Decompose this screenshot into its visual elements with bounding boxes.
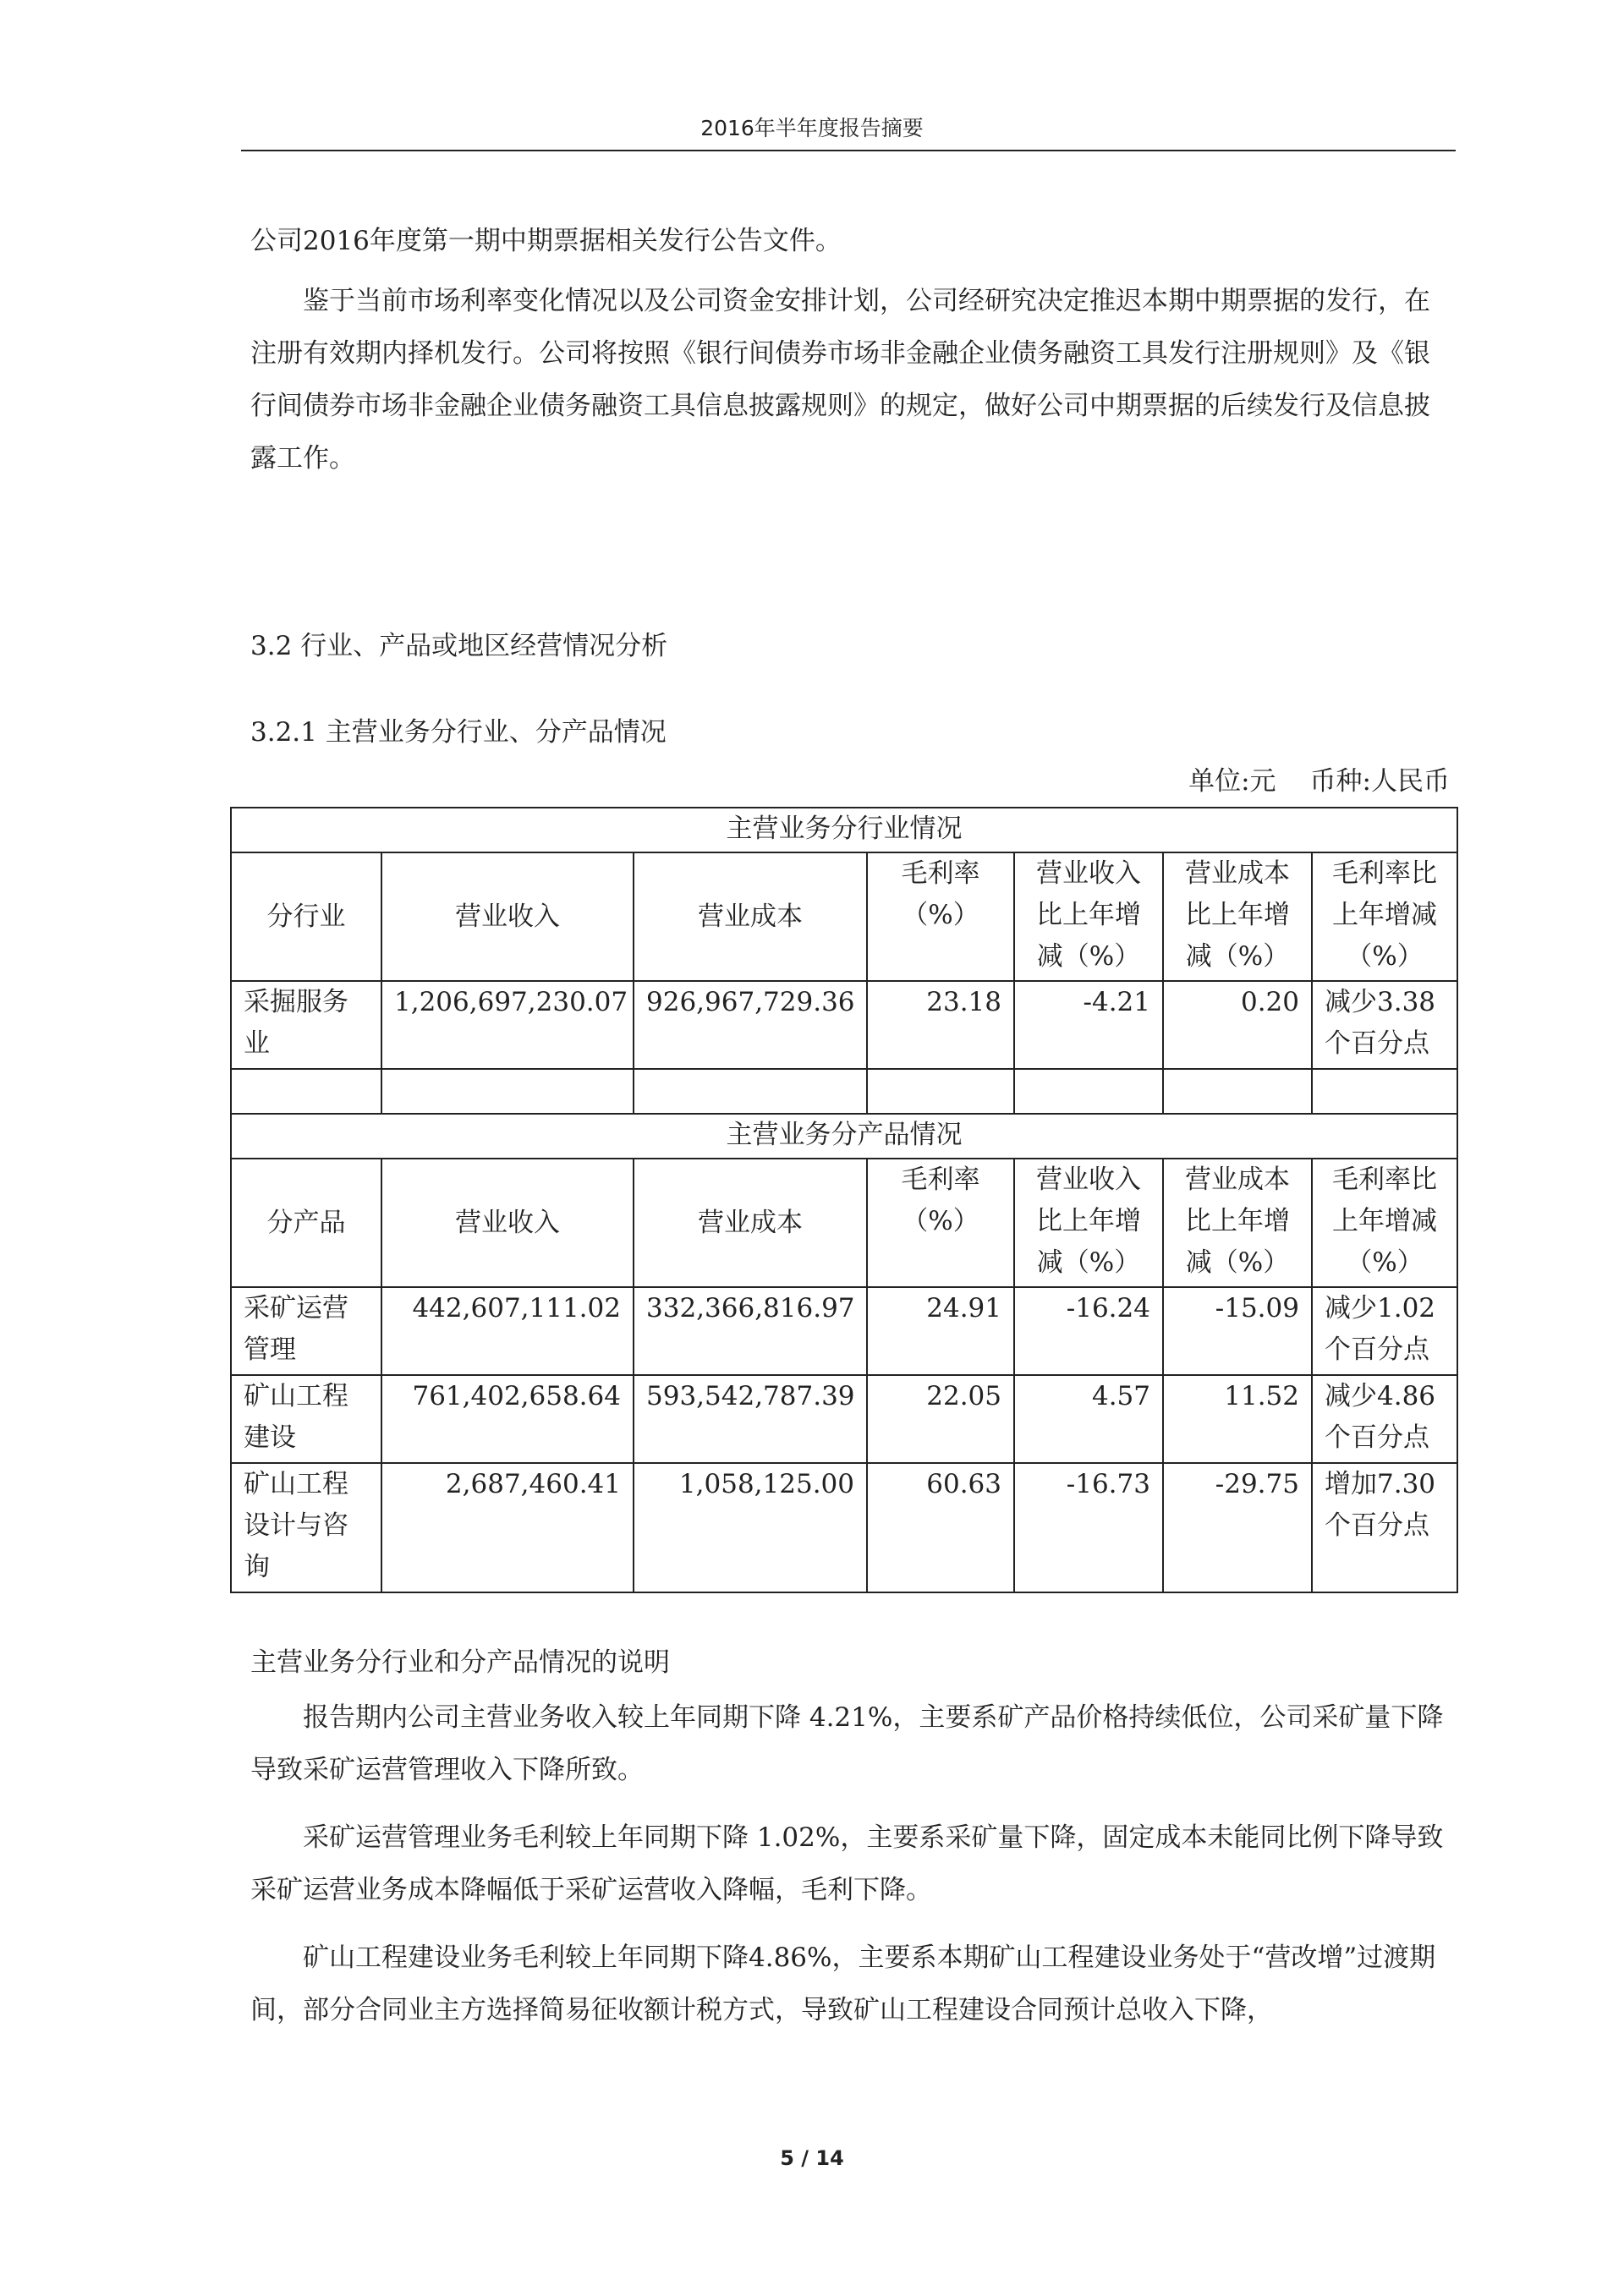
explanation-paragraph-3: 矿山工程建设业务毛利较上年同期下降4.86%，主要系本期矿山工程建设业务处于“营改增”过渡期间，部分合同业主方选择简易征收额计税方式，导致矿山工程建设合同预计总收入下降， — [250, 1943, 1436, 2025]
intro-paragraph-2: 鉴于当前市场利率变化情况以及公司资金安排计划，公司经研究决定推迟本期中期票据的发行，在注册有效期内择机发行。公司将按照《银行间债券市场非金融企业债务融资工具发行注册规则》及《银行间债券市场非金融企业债务融资工具信息披露规则》的规定，做好公司中期票据的后续发行及信息披露工作。 — [250, 286, 1430, 474]
product-header-row — [231, 1159, 1457, 1287]
margin-change-cell: 减少1.02个百分点 — [1312, 1287, 1457, 1375]
header-cell: 营业成本 — [634, 852, 867, 981]
main-business-table — [230, 807, 1458, 1593]
row-label: 矿山工程设计与咨询 — [231, 1463, 381, 1592]
header-cell: 营业成本比上年增减（%） — [1163, 1159, 1312, 1287]
margin-change-cell: 减少4.86个百分点 — [1312, 1375, 1457, 1463]
cost-cell: 1,058,125.00 — [634, 1463, 867, 1592]
explanation-paragraph-2: 采矿运营管理业务毛利较上年同期下降 1.02%，主要系采矿量下降，固定成本未能同比例下降导致采矿运营业务成本降幅低于采矿运营收入降幅，毛利下降。 — [250, 1822, 1444, 1905]
margin-change-cell: 增加7.30个百分点 — [1312, 1463, 1457, 1592]
explanation-paragraph-1: 报告期内公司主营业务收入较上年同期下降 4.21%，主要系矿产品价格持续低位，公司采矿量下降导致采矿运营管理收入下降所致。 — [250, 1702, 1444, 1785]
header-cell: 分产品 — [231, 1159, 381, 1287]
revenue-change-cell: -4.21 — [1014, 981, 1163, 1069]
page-number: 5 / 14 — [780, 2146, 844, 2170]
currency-label: 币种:人民币 — [1309, 766, 1450, 797]
table-row — [231, 1463, 1457, 1592]
margin-cell: 24.91 — [867, 1287, 1014, 1375]
cost-change-cell: -15.09 — [1163, 1287, 1312, 1375]
margin-cell: 22.05 — [867, 1375, 1014, 1463]
margin-change-cell: 减少3.38个百分点 — [1312, 981, 1457, 1069]
table-row — [231, 1287, 1457, 1375]
revenue-change-cell: -16.73 — [1014, 1463, 1163, 1592]
header-cell: 营业收入比上年增减（%） — [1014, 852, 1163, 981]
header-cell: 毛利率（%） — [867, 1159, 1014, 1287]
cost-cell: 332,366,816.97 — [634, 1287, 867, 1375]
header-cell: 营业收入 — [381, 1159, 634, 1287]
revenue-cell: 1,206,697,230.07 — [381, 981, 634, 1069]
industry-section-title: 主营业务分行业情况 — [231, 808, 1457, 852]
margin-cell: 60.63 — [867, 1463, 1014, 1592]
industry-header-row — [231, 852, 1457, 981]
cost-cell: 593,542,787.39 — [634, 1375, 867, 1463]
table-row — [231, 1375, 1457, 1463]
cost-cell: 926,967,729.36 — [634, 981, 867, 1069]
page-header-title: 2016年半年度报告摘要 — [700, 116, 924, 140]
unit-currency-line — [1188, 764, 1450, 798]
row-label: 矿山工程建设 — [231, 1375, 381, 1463]
revenue-cell: 761,402,658.64 — [381, 1375, 634, 1463]
header-cell: 营业成本比上年增减（%） — [1163, 852, 1312, 981]
header-cell: 营业收入比上年增减（%） — [1014, 1159, 1163, 1287]
header-cell: 分行业 — [231, 852, 381, 981]
section-heading-3-2: 3.2 行业、产品或地区经营情况分析 — [250, 631, 668, 661]
revenue-cell: 2,687,460.41 — [381, 1463, 634, 1592]
explanation-title: 主营业务分行业和分产品情况的说明 — [250, 1647, 670, 1678]
cost-change-cell: -29.75 — [1163, 1463, 1312, 1592]
section-heading-3-2-1: 3.2.1 主营业务分行业、分产品情况 — [250, 717, 667, 748]
industry-section-row — [231, 808, 1457, 852]
product-section-row — [231, 1114, 1457, 1159]
header-cell: 毛利率（%） — [867, 852, 1014, 981]
row-label: 采矿运营管理 — [231, 1287, 381, 1375]
unit-label: 单位:元 — [1188, 766, 1276, 797]
intro-paragraph-1: 公司2016年度第一期中期票据相关发行公告文件。 — [250, 226, 842, 256]
product-section-title: 主营业务分产品情况 — [231, 1114, 1457, 1159]
revenue-change-cell: 4.57 — [1014, 1375, 1163, 1463]
header-cell: 营业收入 — [381, 852, 634, 981]
margin-cell: 23.18 — [867, 981, 1014, 1069]
header-cell: 营业成本 — [634, 1159, 867, 1287]
blank-row — [231, 1069, 1457, 1114]
table-row — [231, 981, 1457, 1069]
revenue-cell: 442,607,111.02 — [381, 1287, 634, 1375]
header-cell: 毛利率比上年增减（%） — [1312, 1159, 1457, 1287]
cost-change-cell: 0.20 — [1163, 981, 1312, 1069]
cost-change-cell: 11.52 — [1163, 1375, 1312, 1463]
revenue-change-cell: -16.24 — [1014, 1287, 1163, 1375]
header-divider — [241, 150, 1456, 151]
row-label: 采掘服务业 — [231, 981, 381, 1069]
header-cell: 毛利率比上年增减（%） — [1312, 852, 1457, 981]
